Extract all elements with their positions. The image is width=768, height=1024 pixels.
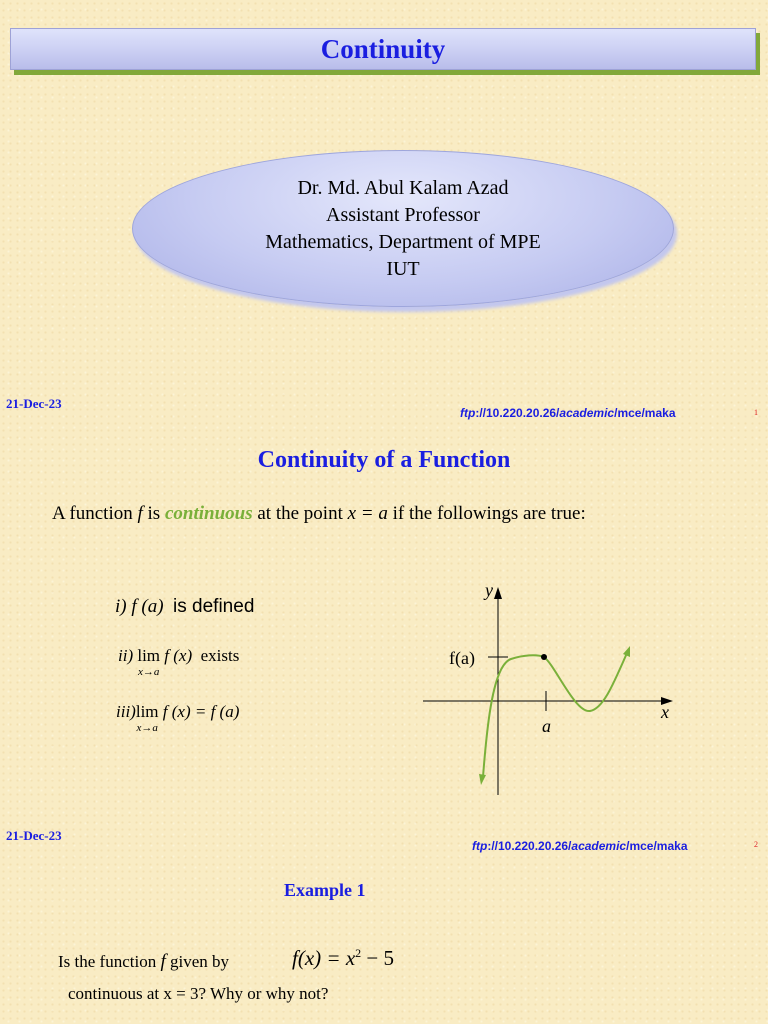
- formula-lhs: f(x) = x: [292, 946, 356, 970]
- question-line-2: continuous at x = 3? Why or why not?: [68, 984, 329, 1003]
- ftp-prefix-2: ftp: [472, 839, 488, 853]
- intro-cond: x = a: [347, 503, 388, 524]
- point-a-fa: [541, 654, 547, 660]
- ftp-academic: academic: [559, 406, 615, 420]
- ftp-suffix: /mce/maka: [614, 406, 676, 420]
- continuity-graph: [415, 575, 685, 800]
- cond3-lim: lim: [135, 702, 159, 721]
- fa-label: f(a): [449, 648, 475, 668]
- keyword-continuous: continuous: [164, 503, 253, 524]
- slide1-title-bar: [10, 28, 756, 70]
- cond3-expr: f (x) = f (a): [162, 702, 240, 721]
- curve-arrow-right: [623, 646, 630, 657]
- condition-2: [118, 646, 239, 686]
- author-department: Mathematics, Department of MPE: [265, 230, 541, 253]
- cond2-text: exists: [200, 646, 240, 665]
- slide2-ftp-link[interactable]: [472, 839, 688, 853]
- y-axis-label: y: [485, 580, 493, 600]
- cond2-expr: f (x): [164, 646, 193, 665]
- cond2-lim: lim: [137, 646, 161, 665]
- function-curve: [483, 653, 627, 777]
- slide1-date: 21-Dec-23: [6, 396, 62, 411]
- intro-post: if the followings are true:: [387, 503, 586, 524]
- condition-1: [115, 596, 254, 618]
- question-pre: Is the function: [58, 952, 157, 971]
- cond1-expr: f (a): [131, 596, 164, 617]
- formula-exponent: 2: [355, 946, 362, 960]
- formula-rhs: − 5: [361, 946, 394, 970]
- cond1-text: is defined: [173, 596, 255, 617]
- question-given: given by: [169, 952, 230, 971]
- author-institution: IUT: [386, 257, 420, 280]
- slide2-page-number: 2: [754, 840, 758, 849]
- continuity-definition: [52, 503, 586, 525]
- ftp-prefix: ftp: [460, 406, 476, 420]
- author-ellipse: [132, 150, 674, 307]
- cond3-sub: x→a: [136, 722, 158, 734]
- slide1-ftp-link[interactable]: [460, 406, 676, 420]
- ftp-ip-2: ://10.220.20.26/: [487, 839, 572, 853]
- function-formula: [292, 946, 394, 971]
- intro-is: is: [142, 503, 165, 524]
- cond1-label: i): [115, 596, 127, 617]
- ftp-suffix-2: /mce/maka: [626, 839, 688, 853]
- author-name: Dr. Md. Abul Kalam Azad: [297, 176, 509, 199]
- cond2-label: ii): [118, 646, 134, 665]
- ftp-ip: ://10.220.20.26/: [475, 406, 560, 420]
- a-label: a: [542, 716, 551, 736]
- ftp-academic-2: academic: [571, 839, 627, 853]
- curve-arrow-left: [479, 774, 486, 785]
- y-axis-arrow: [494, 587, 502, 599]
- cond2-sub: x→a: [138, 666, 160, 678]
- condition-3: [116, 702, 239, 742]
- slide3-heading: Example 1: [284, 880, 366, 900]
- question-line-1: [58, 951, 229, 973]
- cond3-label: iii): [116, 702, 136, 721]
- intro-mid: at the point: [252, 503, 348, 524]
- slide1-page-number: 1: [754, 408, 758, 417]
- author-position: Assistant Professor: [326, 203, 480, 226]
- slide2-date: 21-Dec-23: [6, 828, 62, 843]
- intro-pre: A function: [52, 503, 138, 524]
- x-axis-label: x: [661, 702, 669, 722]
- slide1-title: Continuity: [320, 34, 446, 64]
- question-f: f: [160, 951, 166, 972]
- intro-f: f: [137, 503, 143, 524]
- slide2-heading: Continuity of a Function: [257, 447, 511, 473]
